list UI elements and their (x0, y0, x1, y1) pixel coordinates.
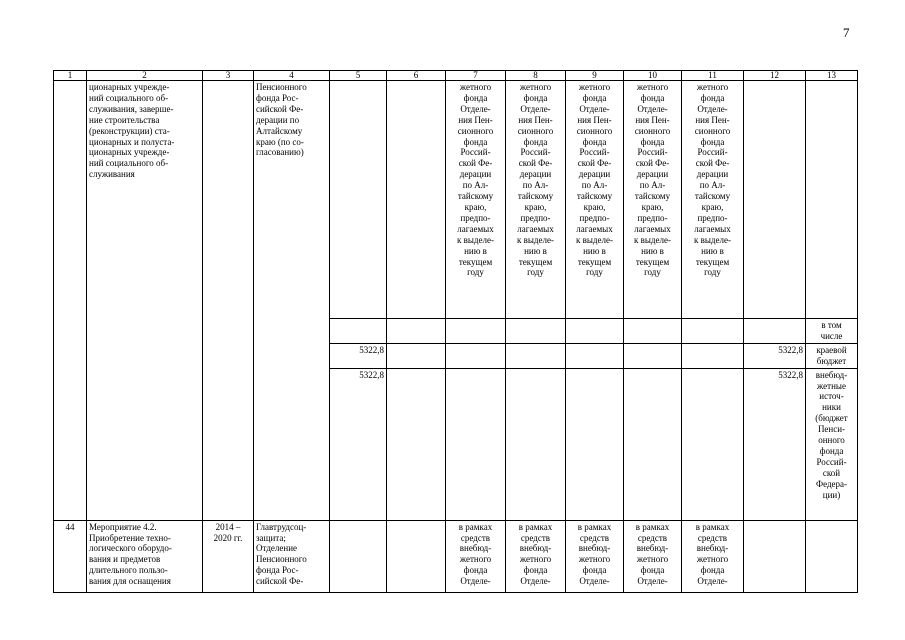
table-cell (624, 343, 682, 368)
table-row (54, 81, 858, 319)
measure-description-cell: Мероприятие 4.2. Приобретение техно- логического оборудо- вания и предметов длительного пользо- вания для оснащения (87, 520, 203, 592)
table-cell (682, 368, 744, 520)
header-cell: 2 (87, 71, 203, 81)
table-cell (744, 81, 806, 319)
source-label-cell: внебюд- жетные источ- ники (бюджет Пенси- онного фонда Россий- ской Федера- ции) (806, 368, 858, 520)
row-number-cell: 44 (54, 520, 87, 592)
table-cell (744, 319, 806, 344)
funding-note-cell: жетного фонда Отделе- ния Пен- сионного фонда Россий- ской Фе- дерации по Ал- тайскому краю, предпо- лагаемых к выделе- нию в текущем году (446, 81, 506, 319)
table-cell (566, 343, 624, 368)
table-cell (744, 520, 806, 592)
header-cell: 1 (54, 71, 87, 81)
period-cell (203, 81, 254, 521)
header-cell: 7 (446, 71, 506, 81)
row-number-cell (54, 81, 87, 521)
amount-cell: 5322,8 (330, 368, 387, 520)
page-number: 7 (843, 25, 850, 40)
period-cell: 2014 – 2020 гг. (203, 520, 254, 592)
table-cell (506, 343, 566, 368)
amount-cell: 5322,8 (330, 343, 387, 368)
source-label-cell: в том числе (806, 319, 858, 344)
table-cell (387, 368, 446, 520)
funding-note-cell: в рамках средств внебюд- жетного фонда Отделе- (682, 520, 744, 592)
amount-cell: 5322,8 (744, 368, 806, 520)
table-cell (446, 319, 506, 344)
measure-description-cell: ционарных учрежде- ний социального об- служивания, заверше- ние строительства (реконструкции) ста- ционарных и полуста- ционарных учрежде- ний социального об- служивания (87, 81, 203, 521)
amount-cell: 5322,8 (744, 343, 806, 368)
table-cell (682, 343, 744, 368)
table-cell (566, 368, 624, 520)
table-cell (624, 319, 682, 344)
table-cell (387, 319, 446, 344)
header-cell: 12 (744, 71, 806, 81)
executor-cell: Главтрудсоц- защита; Отделение Пенсионного фонда Рос- сийской Фе- (254, 520, 330, 592)
header-cell: 8 (506, 71, 566, 81)
table-cell (566, 319, 624, 344)
table-cell (624, 368, 682, 520)
funding-note-cell: в рамках средств внебюд- жетного фонда Отделе- (566, 520, 624, 592)
table-cell (506, 319, 566, 344)
funding-note-cell: в рамках средств внебюд- жетного фонда Отделе- (446, 520, 506, 592)
header-cell: 4 (254, 71, 330, 81)
table-cell (387, 81, 446, 319)
funding-note-cell: жетного фонда Отделе- ния Пен- сионного фонда Россий- ской Фе- дерации по Ал- тайскому краю, предпо- лагаемых к выделе- нию в текущем году (506, 81, 566, 319)
header-cell: 10 (624, 71, 682, 81)
table-cell (806, 81, 858, 319)
table-cell (387, 343, 446, 368)
funding-note-cell: в рамках средств внебюд- жетного фонда Отделе- (506, 520, 566, 592)
executor-cell: Пенсионного фонда Рос- сийской Фе- дерации по Алтайскому краю (по со- гласованию) (254, 81, 330, 521)
table-cell (446, 368, 506, 520)
table-cell (446, 343, 506, 368)
table-cell (506, 368, 566, 520)
table-row (54, 520, 858, 592)
funding-note-cell: жетного фонда Отделе- ния Пен- сионного фонда Россий- ской Фе- дерации по Ал- тайскому краю, предпо- лагаемых к выделе- нию в текущем году (624, 81, 682, 319)
table-cell (330, 319, 387, 344)
header-cell: 6 (387, 71, 446, 81)
header-cell: 13 (806, 71, 858, 81)
table-cell (682, 319, 744, 344)
table-cell (806, 520, 858, 592)
table-cell (387, 520, 446, 592)
funding-note-cell: в рамках средств внебюд- жетного фонда Отделе- (624, 520, 682, 592)
table-cell (330, 520, 387, 592)
funding-note-cell: жетного фонда Отделе- ния Пен- сионного фонда Россий- ской Фе- дерации по Ал- тайскому краю, предпо- лагаемых к выделе- нию в текущем году (682, 81, 744, 319)
program-table (53, 70, 858, 593)
source-label-cell: краевой бюджет (806, 343, 858, 368)
table-cell (330, 81, 387, 319)
funding-note-cell: жетного фонда Отделе- ния Пен- сионного фонда Россий- ской Фе- дерации по Ал- тайскому краю, предпо- лагаемых к выделе- нию в текущем году (566, 81, 624, 319)
header-cell: 11 (682, 71, 744, 81)
header-cell: 5 (330, 71, 387, 81)
header-cell: 9 (566, 71, 624, 81)
column-number-row (54, 71, 858, 81)
header-cell: 3 (203, 71, 254, 81)
